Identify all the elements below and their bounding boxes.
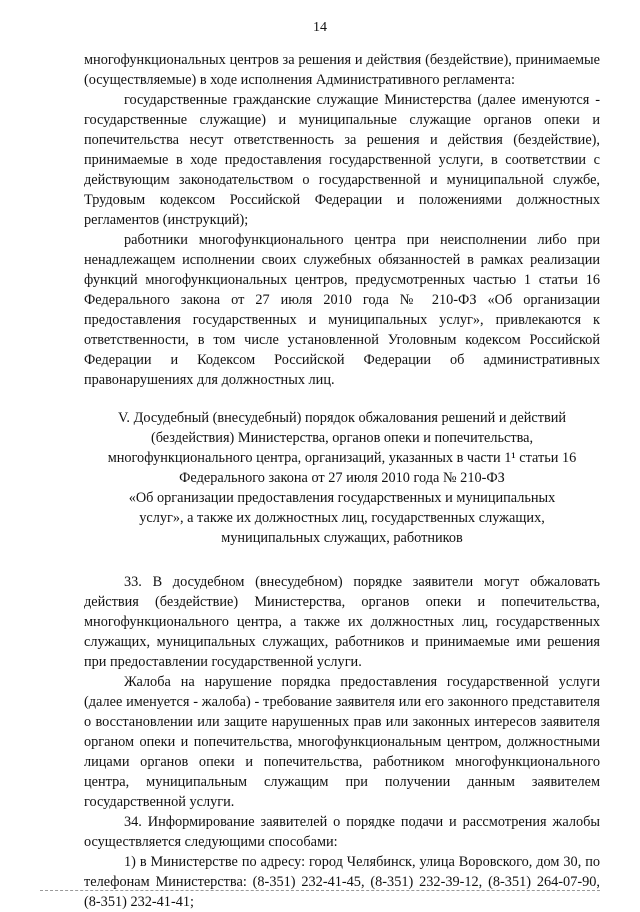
section-heading-line: V. Досудебный (внесудебный) порядок обжалования решений и действий [117, 410, 567, 426]
paragraph-34-item-1: 1) в Министерстве по адресу: город Челябинск, улица Воровского, дом 30, по телефонам Министерства: (8-351) 232-41-45, (8-351) 232-39-12, (8-351) 264-07-90, (8-351) 232-41-41; [84, 854, 600, 910]
paragraph-33: 33. В досудебном (внесудебном) порядке заявители могут обжаловать действия (бездействие) Министерства, органов опеки и попечительства, многофункционального центра, а также их должностных лиц, государственных служащих, муниципальных служащих, работников и принимаемые ими решения при предоставлении государственной услуги. [84, 574, 600, 670]
paragraph-complaint-definition: Жалоба на нарушение порядка предоставления государственной услуги (далее именуется - жалоба) - требование заявителя или его законного представителя о восстановлении или защите нарушенных прав или законных интересов заявителя органом опеки и попечительства, многофункциональным центром, должностными лицами органов опеки и попечительства, работником многофункционального центра, муниципальным служащим при получении данным заявителем государственной услуги. [84, 674, 600, 810]
section-heading-line: «Об организации предоставления государственных и муниципальных [128, 490, 556, 506]
page-number: 14 [313, 20, 327, 35]
section-heading [84, 408, 600, 548]
section-heading-line: услуг», а также их должностных лиц, государственных служащих, [139, 510, 545, 526]
paragraph-34: 34. Информирование заявителей о порядке подачи и рассмотрения жалобы осуществляется следующими способами: [84, 814, 600, 850]
section-heading-line: муниципальных служащих, работников [221, 530, 463, 546]
paragraph-continuation: многофункциональных центров за решения и действия (бездействие), принимаемые (осуществляемые) в ходе исполнения Административного регламента: [84, 52, 600, 88]
document-body [84, 50, 600, 912]
section-heading-line: многофункционального центра, организаций, указанных в части 1¹ статьи 16 [107, 450, 577, 466]
bottom-divider [40, 890, 600, 891]
paragraph-state-servants: государственные гражданские служащие Министерства (далее именуются - государственные служащие) и муниципальные служащие органов опеки и попечительства несут ответственность за решения и действия (бездействие), принимаемые в ходе предоставления государственной услуги, в соответствии с действующим законодательством о государственной и муниципальной службе, Трудовым кодексом Российской Федерации и положениями должностных регламентов (инструкций); [84, 92, 600, 228]
section-heading-line: Федерального закона от 27 июля 2010 года № 210-ФЗ [179, 470, 505, 486]
section-heading-line: (бездействия) Министерства, органов опеки и попечительства, [150, 430, 534, 446]
paragraph-mfc-workers: работники многофункционального центра при неисполнении либо при ненадлежащем исполнении своих служебных обязанностей в рамках реализации функций многофункциональных центров, предусмотренных частью 1 статьи 16 Федерального закона от 27 июля 2010 года № 210-ФЗ «Об организации предоставления государственных и муниципальных услуг», привлекаются к ответственности, в том числе установленной Уголовным кодексом Российской Федерации и Кодексом Российской Федерации об административных правонарушениях для должностных лиц. [84, 232, 600, 388]
